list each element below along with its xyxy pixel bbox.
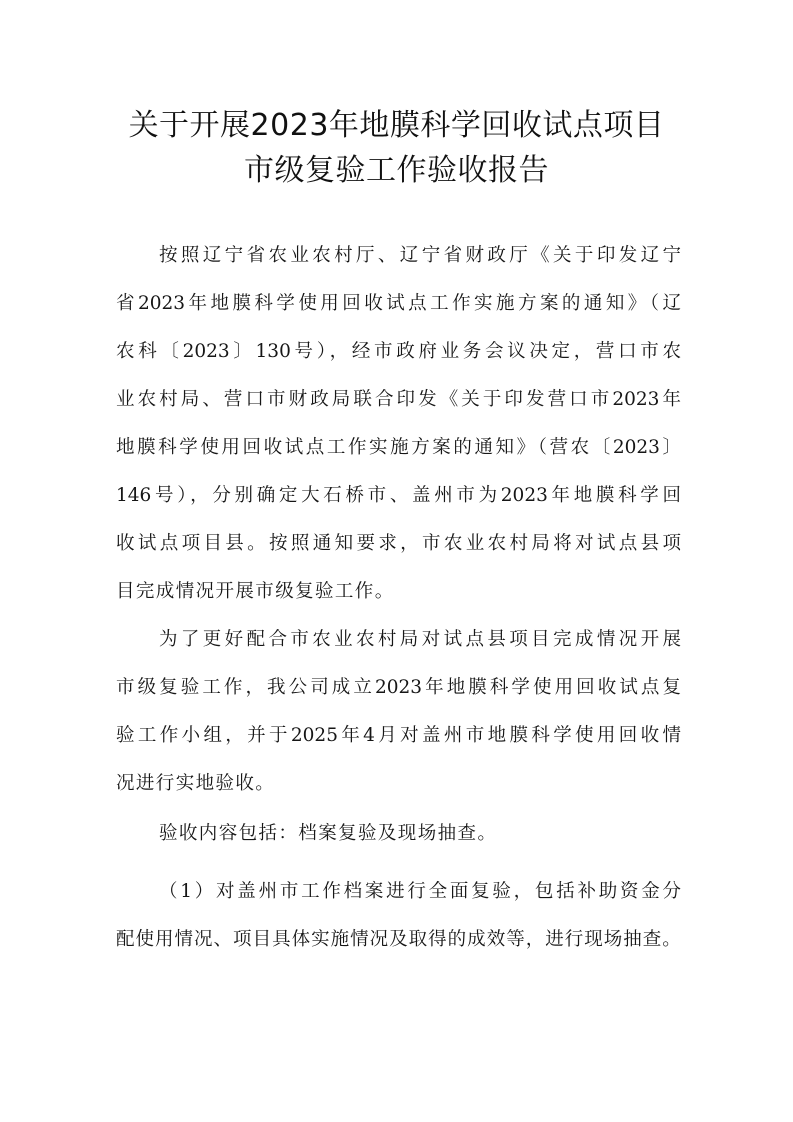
paragraph-3-line: 验收内容包括：档案复验及现场抽查。	[159, 823, 498, 844]
paragraph-4-line: （1）对盖州市工作档案进行全面复验，包括补助资金分	[159, 881, 681, 902]
paragraph-1-line: 收试点项目县。按照通知要求，市农业农村局将对试点县项	[116, 533, 681, 554]
paragraph-1-line: 省2023年地膜科学使用回收试点工作实施方案的通知》（辽	[116, 293, 681, 314]
paragraph-2-line: 市级复验工作，我公司成立2023年地膜科学使用回收试点复	[116, 677, 681, 698]
paragraph-1-line: 按照辽宁省农业农村厅、辽宁省财政厅《关于印发辽宁	[159, 245, 681, 266]
paragraph-1-line: 146号），分别确定大石桥市、盖州市为2023年地膜科学回	[116, 485, 681, 506]
paragraph-1-line: 地膜科学使用回收试点工作实施方案的通知》（营农〔2023〕	[116, 437, 681, 458]
paragraph-1-line: 农科〔2023〕130号），经市政府业务会议决定，营口市农	[116, 341, 681, 362]
paragraph-4-line: 配使用情况、项目具体实施情况及取得的成效等，进行现场抽查。	[116, 929, 681, 950]
paragraph-2-line: 验工作小组，并于2025年4月对盖州市地膜科学使用回收情	[116, 725, 681, 746]
paragraph-2-line: 况进行实地验收。	[116, 773, 276, 794]
paragraph-2-line: 为了更好配合市农业农村局对试点县项目完成情况开展	[159, 629, 681, 650]
paragraph-1-line: 目完成情况开展市级复验工作。	[116, 581, 395, 602]
document-title-line-1: 关于开展2023年地膜科学回收试点项目	[128, 108, 665, 143]
paragraph-1-line: 业农村局、营口市财政局联合印发《关于印发营口市2023年	[116, 389, 681, 410]
document-title-line-2: 市级复验工作验收报告	[244, 153, 549, 188]
